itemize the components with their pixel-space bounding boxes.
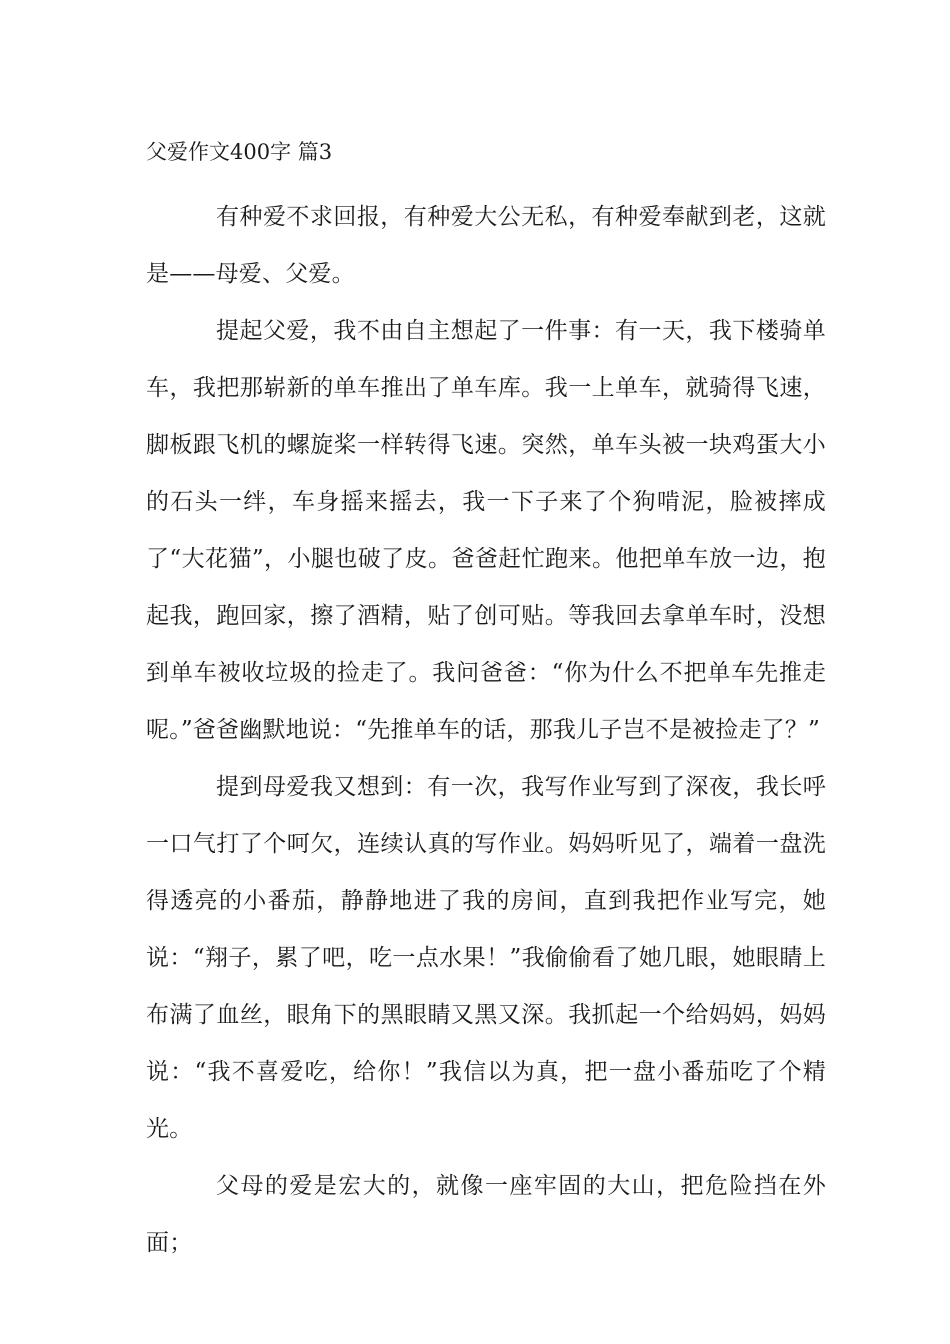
paragraph-conclusion: 父母的爱是宏大的，就像一座牢固的大山，把危险挡在外面； bbox=[146, 1173, 826, 1256]
paragraph-intro: 有种爱不求回报，有种爱大公无私，有种爱奉献到老，这就是——母爱、父爱。 bbox=[146, 204, 826, 287]
paragraph-mother-story: 提到母爱我又想到：有一次，我写作业写到了深夜，我长呼一口气打了个呵欠，连续认真的写作业。妈妈听见了，端着一盘洗得透亮的小番茄，静静地进了我的房间，直到我把作业写完，她说：“翔子，累了吧，吃一点水果！”我偷偷看了她几眼，她眼睛上布满了血丝，眼角下的黑眼睛又黑又深。我抓起一个给妈妈，妈妈说：“我不喜爱吃，给你！”我信以为真，把一盘小番茄吃了个精光。 bbox=[146, 774, 826, 1142]
essay-title: 父爱作文400字 篇3 bbox=[146, 140, 333, 164]
essay-body bbox=[146, 189, 826, 1272]
paragraph-father-story: 提起父爱，我不由自主想起了一件事：有一天，我下楼骑单车，我把那崭新的单车推出了单车库。我一上单车，就骑得飞速，脚板跟飞机的螺旋桨一样转得飞速。突然，单车头被一块鸡蛋大小的石头一绊，车身摇来摇去，我一下子来了个狗啃泥，脸被摔成了“大花猫”，小腿也破了皮。爸爸赶忙跑来。他把单车放一边，抱起我，跑回家，擦了酒精，贴了创可贴。等我回去拿单车时，没想到单车被收垃圾的捡走了。我问爸爸：“你为什么不把单车先推走呢。”爸爸幽默地说：“先推单车的话，那我儿子岂不是被捡走了？” bbox=[146, 318, 826, 743]
